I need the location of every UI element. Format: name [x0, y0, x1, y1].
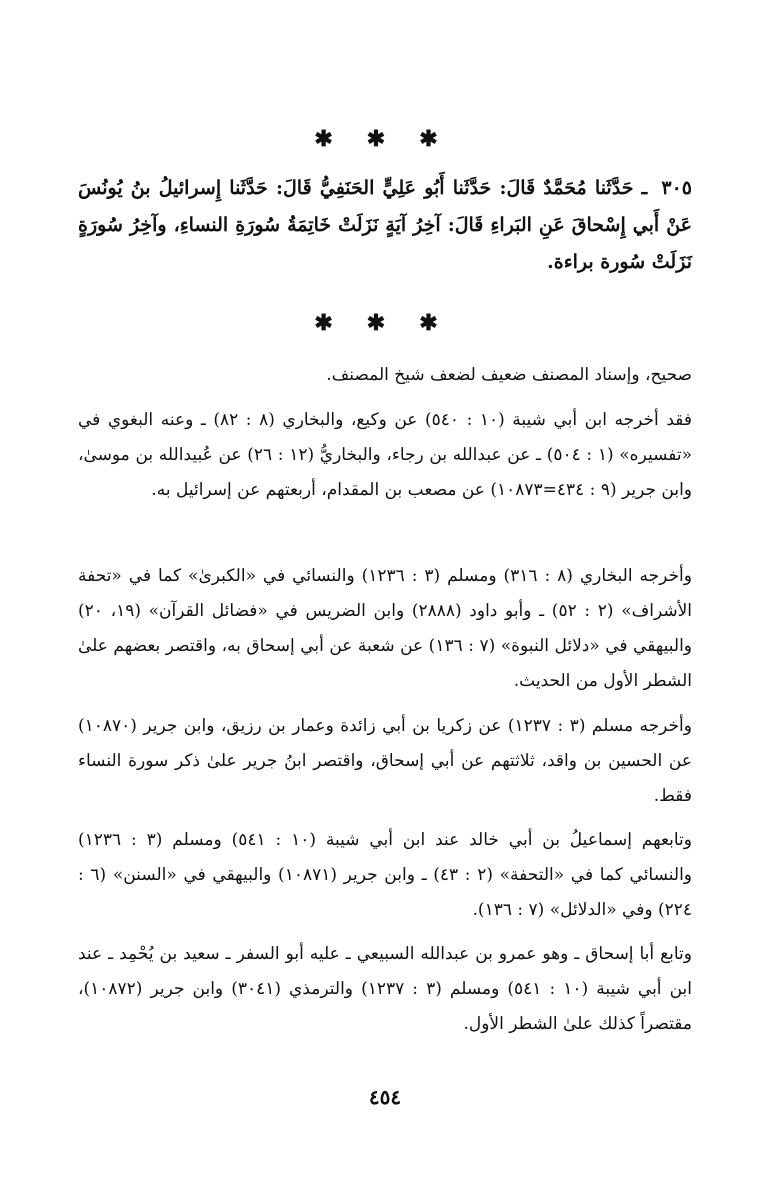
page-number: ٤٥٤ [368, 1085, 402, 1109]
takhrij-paragraph-1: فقد أخرجه ابن أبي شيبة (١٠ : ٥٤٠) عن وكيع، والبخاري (٨ : ٨٢) ـ وعنه البغوي في «تفسيره» (١ : ٥٠٤) ـ عن عبدالله بن رجاء، والبخاريُّ (١٢ : ٢٦) عن عُبيدالله بن موسىٰ، وابن جرير (٩ : ٤٣٤=١٠٨٧٣) عن مصعب بن المقدام، أربعتهم عن إسرائيل به. [78, 410, 692, 500]
star-icon: ✱ [314, 310, 351, 336]
star-icon: ✱ [366, 126, 404, 152]
section-separator-top [78, 126, 692, 152]
hadith-number: ٣٠٥ [661, 177, 692, 199]
takhrij-paragraph-3: وأخرجه مسلم (٣ : ١٢٣٧) عن زكريا بن أبي زائدة وعمار بن رزيق، وابن جرير (١٠٨٧٠) عن الحسين بن واقد، ثلاثتهم عن أبي إسحاق، واقتصر ابنُ جرير علىٰ ذكر سورة النساء فقط. [78, 716, 692, 806]
hadith-body: ـ حَدَّثَنا مُحَمَّدٌ قَالَ: حَدَّثَنا أَبُو عَلِيٍّ الحَنَفِيُّ قَالَ: حَدَّثَنا إِسرائيلُ بنُ يُونُسَ عَنْ أَبي إِسْحاقَ عَنِ البَراءِ قَالَ: آخِرُ آيَةٍ نَزَلَتْ خَاتِمَةُ سُورَةِ النساءِ، وآخِرُ سُورَةٍ نَزَلَتْ سُورة براءة. [78, 177, 692, 273]
star-icon: ✱ [419, 310, 456, 336]
takhrij-paragraph-4: وتابعهم إسماعيلُ بن أبي خالد عند ابن أبي شيبة (١٠ : ٥٤١) ومسلم (٣ : ١٢٣٦) والنسائي كما في «التحفة» (٢ : ٤٣) ـ وابن جرير (١٠٨٧١) والبيهقي في «السنن» (٦ : ٢٢٤) وفي «الدلائل» (٧ : ١٣٦). [78, 830, 693, 920]
section-separator-bottom [78, 310, 692, 336]
star-icon: ✱ [314, 126, 351, 152]
book-page [78, 0, 692, 1192]
takhrij-paragraph-2: وأخرجه البخاري (٨ : ٣١٦) ومسلم (٣ : ١٢٣٦) والنسائي في «الكبرىٰ» كما في «تحفة الأشراف» (٢ : ٥٢) ـ وأبو داود (٢٨٨٨) وابن الضريس في «فضائل القرآن» (١٩، ٢٠) والبيهقي في «دلائل النبوة» (٧ : ١٣٦) عن شعبة عن أبي إسحاق به، واقتصر بعضهم علىٰ الشطر الأول من الحديث. [78, 566, 693, 691]
hadith-text [78, 170, 692, 281]
grading-line: صحيح، وإسناد المصنف ضعيف لضعف شيخ المصنف. [326, 365, 692, 385]
takhrij-paragraph-5: وتابع أبا إسحاق ـ وهو عمرو بن عبدالله السبيعي ـ عليه أبو السفر ـ سعيد بن يُحْمِد ـ عند ابن أبي شيبة (١٠ : ٥٤١) ومسلم (٣ : ١٢٣٧) والترمذي (٣٠٤١) وابن جرير (١٠٨٧٢)، مقتصراً كذلك علىٰ الشطر الأول. [78, 944, 692, 1034]
star-icon: ✱ [366, 310, 404, 336]
star-icon: ✱ [419, 126, 456, 152]
